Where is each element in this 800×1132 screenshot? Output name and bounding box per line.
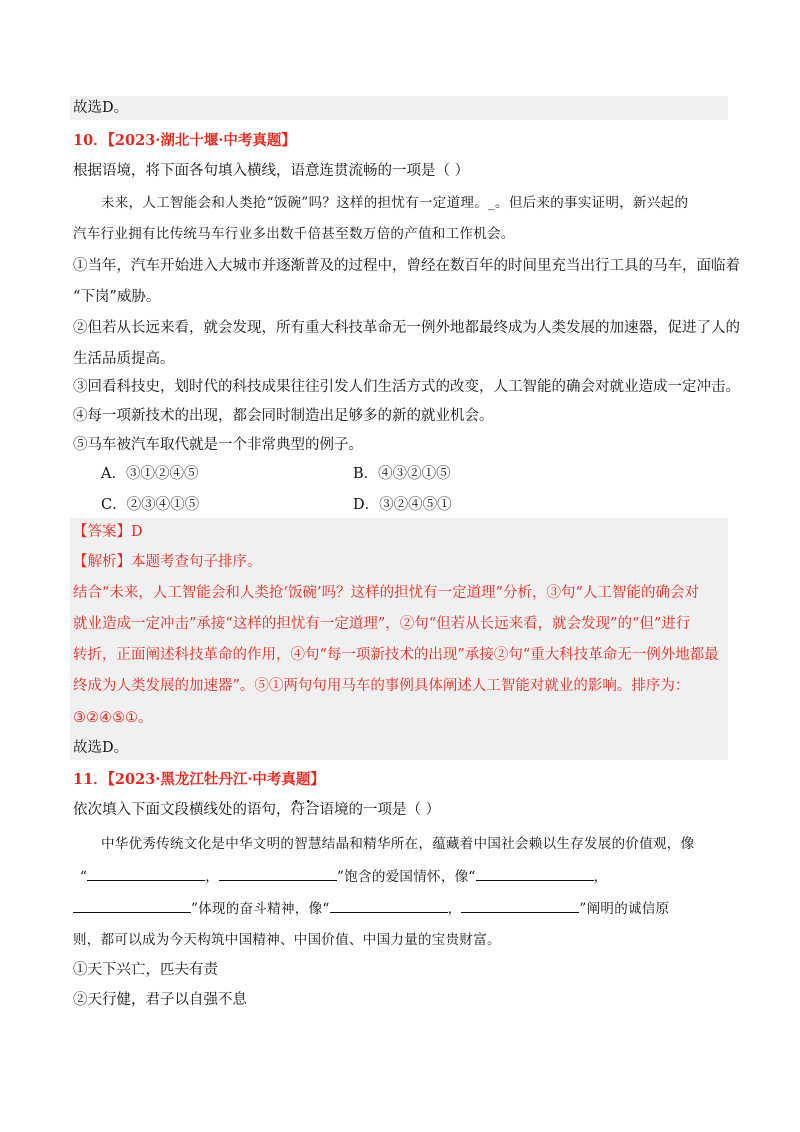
q11-text-a: ”饱含的爱国情怀，像“ xyxy=(337,869,476,885)
q11-text-b: ”体现的奋斗精神，像“ xyxy=(191,901,330,917)
q10-sentence-2a: ②但若从长远来看，就会发现，所有重大科技革命无一例外地都最终成为人类发展的加速器，促进了人的 xyxy=(73,320,740,336)
q10-option-d: D．③②④⑤① xyxy=(353,497,452,513)
q10-sentence-3: ③回看科技史，划时代的科技成果往往引发人们生活方式的改变，人工智能的确会对就业造成一定冲击。 xyxy=(73,379,740,395)
q10-header: 10．【2023·湖北十堰·中考真题】 xyxy=(73,132,296,149)
q11-blank-6 xyxy=(461,898,579,913)
q11-sentence-1: ①天下兴亡，匹夫有责 xyxy=(73,962,218,978)
analysis-label: 【解析】 xyxy=(73,554,131,570)
q10-option-a: A．③①②④⑤ xyxy=(101,466,199,482)
q11-blank-1 xyxy=(87,866,205,881)
q10-option-b: B．④③②①⑤ xyxy=(353,466,451,482)
q11-comma-2: ， xyxy=(593,869,608,885)
q10-sentence-2b: 生活品质提高。 xyxy=(73,351,175,367)
q10-sentence-1a: ①当年，汽车开始进入大城市并逐渐普及的过程中，曾经在数百年的时间里充当出行工具的马车，面临着 xyxy=(73,258,740,274)
q11-quote-open: “ xyxy=(80,869,88,885)
q11-passage-line-1: 中华优秀传统文化是中华文明的智慧结晶和精华所在，蕴藏着中国社会赖以生存发展的价值观，像 xyxy=(101,836,695,852)
q10-sentence-5: ⑤马车被汽车取代就是一个非常典型的例子。 xyxy=(73,437,363,453)
q11-blank-4 xyxy=(73,898,191,913)
q11-stem-pre: 依次填入下面文段横线处的语句， xyxy=(73,802,291,818)
q11-header: 11．【2023·黑龙江牡丹江·中考真题】 xyxy=(73,771,325,788)
q11-text-c: ”阐明的诚信原 xyxy=(579,901,670,917)
analysis-topic: 本题考查句子排序。 xyxy=(131,554,262,570)
q11-stem-emphasis: • • 符合 xyxy=(291,802,320,818)
q10-sentence-1b: “下岗”威胁。 xyxy=(73,289,161,305)
answer-shade-top xyxy=(70,96,728,120)
prev-conclusion: 故选D。 xyxy=(73,100,129,116)
q11-stem-post: 语境的一项是（ ） xyxy=(319,802,441,818)
q10-analysis-head xyxy=(73,552,262,572)
q11-sentence-2: ②天行健，君子以自强不息 xyxy=(73,992,247,1008)
q11-comma-1: ， xyxy=(205,869,220,885)
q10-sentence-4: ④每一项新技术的出现，都会同时制造出足够多的新的就业机会。 xyxy=(73,408,494,424)
q10-passage-line-1: 未来，人工智能会和人类抢“饭碗”吗？这样的担忧有一定道理。_。但后来的事实证明，新兴起的 xyxy=(101,195,689,211)
q10-conclusion: 故选D。 xyxy=(73,740,129,756)
q11-blank-2 xyxy=(219,866,337,881)
q11-passage-line-2 xyxy=(80,866,607,887)
q10-analysis-line-1: 结合“未来，人工智能会和人类抢‘饭碗’吗？这样的担忧有一定道理”分析，③句“人工智能的确会对 xyxy=(73,585,699,601)
q11-stem xyxy=(73,800,440,820)
q10-answer: 【答案】D xyxy=(73,524,143,540)
q10-passage-line-2: 汽车行业拥有比传统马车行业多出数千倍甚至数万倍的产值和工作机会。 xyxy=(73,226,515,242)
q11-blank-5 xyxy=(330,898,448,913)
q11-passage-line-4: 则，都可以成为今天构筑中国精神、中国价值、中国力量的宝贵财富。 xyxy=(73,932,501,948)
q11-comma-3: ， xyxy=(447,901,462,917)
q11-passage-line-3 xyxy=(73,898,669,919)
q10-analysis-line-5: ③②④⑤①。 xyxy=(73,710,153,726)
q10-stem: 根据语境，将下面各句填入横线，语意连贯流畅的一项是（ ） xyxy=(73,163,470,179)
q10-analysis-line-3: 转折，正面阐述科技革命的作用，④句“每一项新技术的出现”承接②句“重大科技革命无一例外地都最 xyxy=(73,647,719,663)
q10-option-c: C．②③④①⑤ xyxy=(101,497,200,513)
q11-blank-3 xyxy=(476,866,594,881)
q10-analysis-line-4: 终成为人类发展的加速器”。⑤①两句句用马车的事例具体阐述人工智能对就业的影响。排序为： xyxy=(73,678,690,694)
q10-analysis-line-2: 就业造成一定冲击”承接“这样的担忧有一定道理”，②句“但若从长远来看，就会发现”的“但”进行 xyxy=(73,616,691,632)
